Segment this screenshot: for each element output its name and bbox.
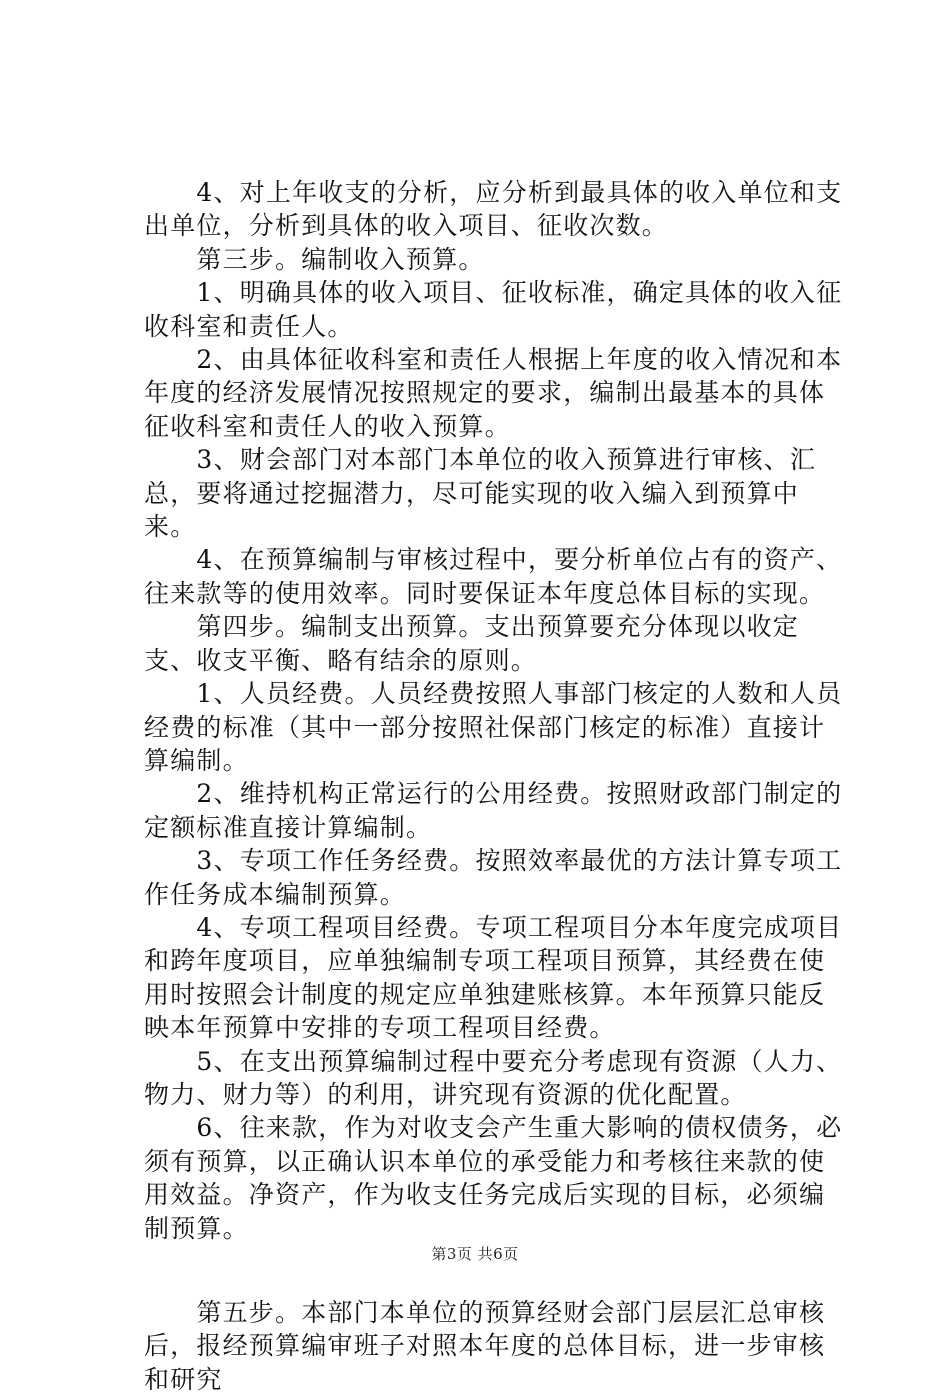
paragraph: 4、在预算编制与审核过程中，要分析单位占有的资产、往来款等的使用效率。同时要保证本年度总体目标的实现。 — [144, 545, 843, 608]
page-number-footer: 第3页 共6页 — [431, 1245, 519, 1263]
paragraph: 第四步。编制支出预算。支出预算要充分体现以收定支、收支平衡、略有结余的原则。 — [144, 612, 800, 675]
paragraph: 4、专项工程项目经费。专项工程项目分本年度完成项目和跨年度项目，应单独编制专项工程项目预算，其经费在使用时按照会计制度的规定应单独建账核算。本年预算只能反映本年预算中安排的专项工程项目经费。 — [144, 912, 843, 1043]
paragraph: 2、由具体征收科室和责任人根据上年度的收入情况和本年度的经济发展情况按照规定的要求，编制出最基本的具体征收科室和责任人的收入预算。 — [144, 345, 843, 441]
paragraph: 1、明确具体的收入项目、征收标准，确定具体的收入征收科室和责任人。 — [144, 278, 843, 341]
paragraph: 6、往来款，作为对收支会产生重大影响的债权债务，必须有预算，以正确认识本单位的承受能力和考核往来款的使用效益。净资产，作为收支任务完成后实现的目标，必须编制预算。 — [144, 1113, 843, 1243]
paragraph: 3、专项工作任务经费。按照效率最优的方法计算专项工作任务成本编制预算。 — [144, 846, 843, 909]
paragraph: 3、财会部门对本部门本单位的收入预算进行审核、汇总，要将通过挖掘潜力，尽可能实现的收入编入到预算中来。 — [144, 445, 817, 542]
paragraph: 2、维持机构正常运行的公用经费。按照财政部门制定的定额标准直接计算编制。 — [144, 779, 843, 842]
paragraph: 4、对上年收支的分析，应分析到最具体的收入单位和支出单位，分析到具体的收入项目、征收次数。 — [144, 178, 843, 241]
paragraph: 第三步。编制收入预算。 — [144, 244, 485, 274]
paragraph: 第五步。本部门本单位的预算经财会部门层层汇总审核后，报经预算编审班子对照本年度的总体目标，进一步审核和研究 — [144, 1298, 826, 1394]
paragraph: 1、人员经费。人员经费按照人事部门核定的人数和人员经费的标准（其中一部分按照社保部门核定的标准）直接计算编制。 — [144, 679, 843, 775]
body-text — [144, 176, 844, 1396]
paragraph: 5、在支出预算编制过程中要充分考虑现有资源（人力、物力、财力等）的利用，讲究现有资源的优化配置。 — [144, 1046, 843, 1109]
